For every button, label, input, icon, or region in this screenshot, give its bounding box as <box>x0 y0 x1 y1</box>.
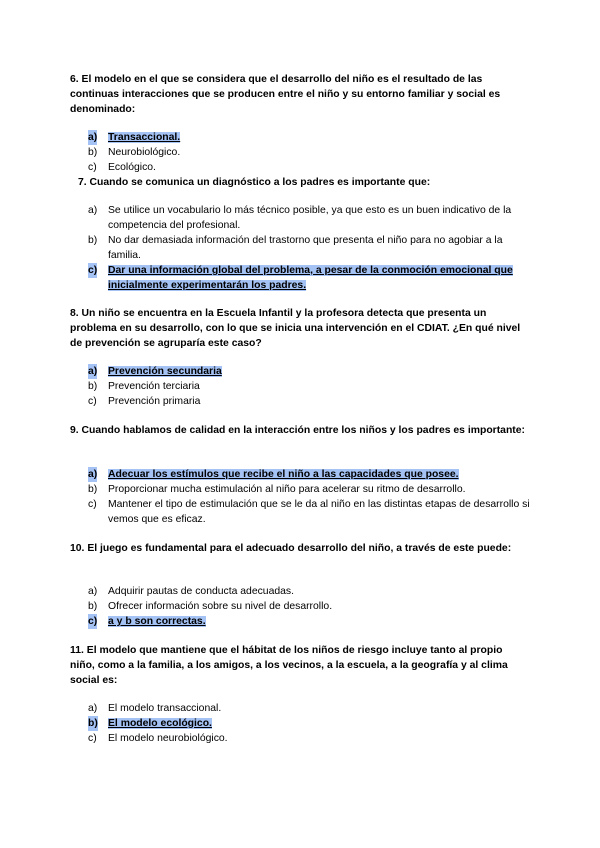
options-10 <box>88 584 538 629</box>
option-7a: a) Se utilice un vocabulario lo más técnico posible, ya que esto es un buen indicativo de la competencia del profesional. <box>88 205 512 231</box>
option-9c: c) Mantener el tipo de estimulación que se le da al niño en las distintas etapas de desarrollo si vemos que es eficaz. <box>88 499 530 525</box>
options-11 <box>88 701 538 746</box>
question-11: 11. El modelo que mantiene que el hábitat de los niños de riesgo incluye tanto al propio niño, como a la familia, a los amigos, a los vecinos, a la escuela, a la geografía y al clima social es: <box>70 645 508 686</box>
options-8 <box>88 364 538 409</box>
option-7c: c) Dar una información global del problema, a pesar de la conmoción emocional que inicialmente experimentarán los padres. <box>88 265 513 291</box>
option-10b: b) Ofrecer información sobre su nivel de desarrollo. <box>88 601 333 612</box>
option-6c: c) Ecológico. <box>88 162 156 173</box>
option-7b: b) No dar demasiada información del trastorno que presenta el niño para no agobiar a la familia. <box>88 235 503 261</box>
options-6 <box>88 130 538 175</box>
options-9 <box>88 467 538 527</box>
option-6a: a) Transaccional. <box>88 132 181 143</box>
option-11c: c) El modelo neurobiológico. <box>88 733 228 744</box>
option-8c: c) Prevención primaria <box>88 396 201 407</box>
options-7 <box>88 203 528 293</box>
question-6: 6. El modelo en el que se considera que el desarrollo del niño es el resultado de las continuas interacciones que se producen entre el niño y su entorno familiar y social es denominado: <box>70 74 501 115</box>
option-10c: c) a y b son correctas. <box>88 616 206 627</box>
option-11b: b) El modelo ecológico. <box>88 718 212 729</box>
option-8b: b) Prevención terciaria <box>88 381 200 392</box>
question-8: 8. Un niño se encuentra en la Escuela Infantil y la profesora detecta que presenta un problema en su desarrollo, con lo que se inicia una intervención en el CDIAT. ¿En qué nivel de prevención se agruparía este caso? <box>70 308 521 349</box>
option-9b: b) Proporcionar mucha estimulación al niño para acelerar su ritmo de desarrollo. <box>88 484 466 495</box>
question-7: 7. Cuando se comunica un diagnóstico a los padres es importante que: <box>78 177 431 188</box>
option-11a: a) El modelo transaccional. <box>88 703 222 714</box>
option-9a: a) Adecuar los estímulos que recibe el niño a las capacidades que posee. <box>88 469 459 480</box>
option-8a: a) Prevención secundaria <box>88 366 222 377</box>
question-9: 9. Cuando hablamos de calidad en la interacción entre los niños y los padres es importante: <box>70 425 525 436</box>
option-10a: a) Adquirir pautas de conducta adecuadas. <box>88 586 295 597</box>
question-10: 10. El juego es fundamental para el adecuado desarrollo del niño, a través de este puede: <box>70 543 512 554</box>
option-6b: b) Neurobiológico. <box>88 147 181 158</box>
